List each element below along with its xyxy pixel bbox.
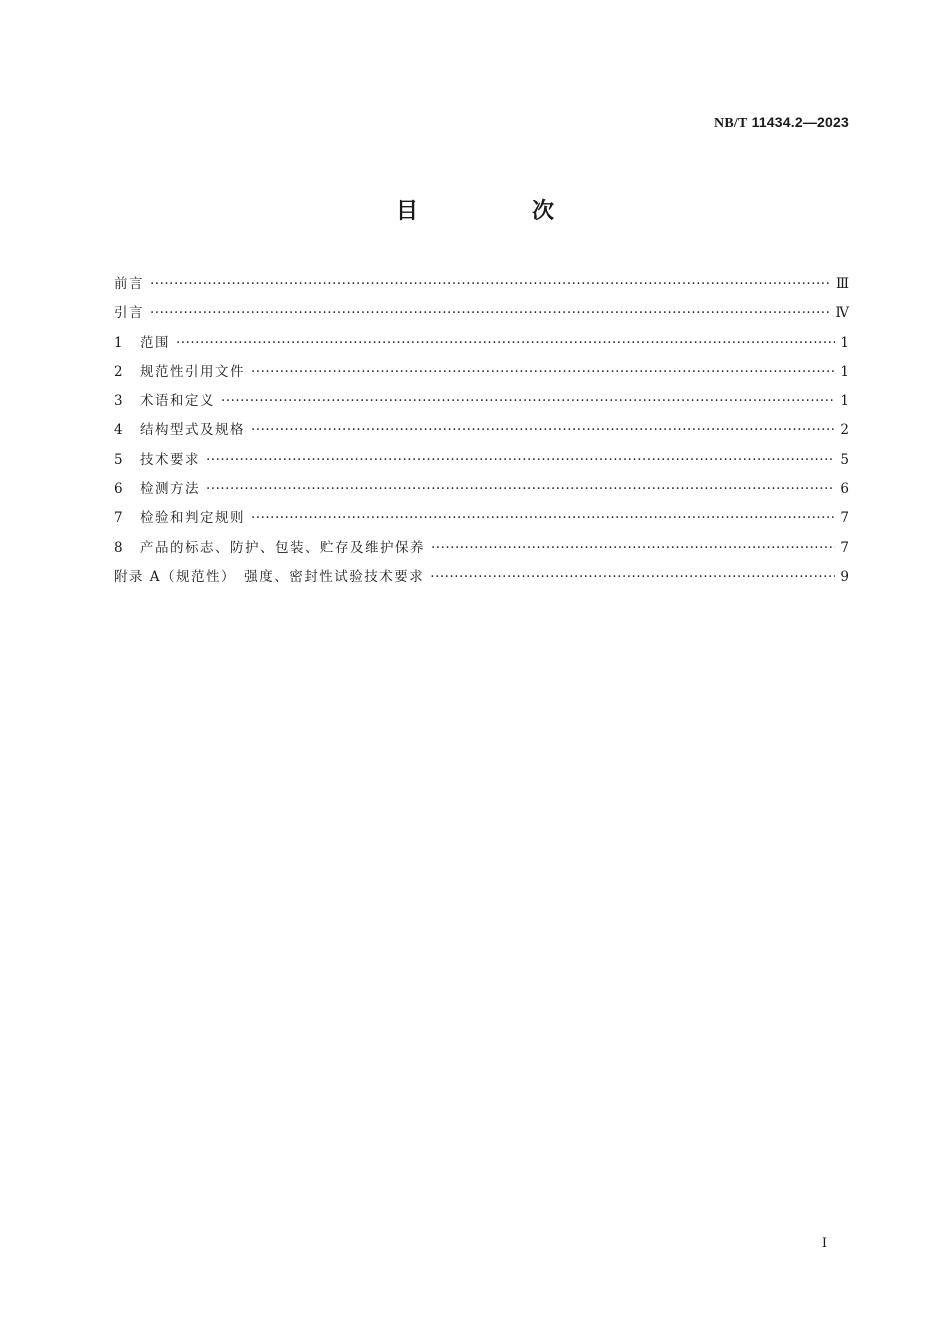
dot-leader	[251, 362, 835, 382]
dot-leader	[206, 450, 835, 470]
toc-entry-foreword[interactable]	[114, 274, 849, 303]
document-code	[714, 114, 849, 132]
toc-entry-page: 6	[840, 481, 849, 498]
toc-entry-test-methods[interactable]	[114, 479, 849, 508]
toc-entry-label: 前言	[114, 276, 144, 292]
toc-entry-annex-a[interactable]	[114, 567, 849, 596]
toc-entry-page: Ⅲ	[835, 276, 849, 292]
document-code-number: 11434.2—2023	[751, 114, 849, 130]
toc-entry-number: 4	[114, 422, 123, 439]
dot-leader	[150, 303, 831, 323]
page-number: Ⅰ	[821, 1236, 827, 1251]
toc-entry-page: 9	[840, 568, 849, 585]
toc-entry-page: 2	[840, 422, 849, 439]
toc-entry-scope[interactable]	[114, 333, 849, 362]
toc-entry-normative-references[interactable]	[114, 362, 849, 391]
dot-leader	[431, 538, 835, 558]
toc-entry-label: 附录 A（规范性） 强度、密封性试验技术要求	[114, 568, 425, 585]
dot-leader	[221, 391, 835, 411]
toc-entry-number: 8	[114, 539, 123, 556]
toc-entry-label: 检测方法	[140, 481, 200, 498]
toc-entry-inspection-rules[interactable]	[114, 508, 849, 537]
toc-entry-terms-definitions[interactable]	[114, 391, 849, 420]
toc-entry-page: 1	[840, 334, 849, 351]
toc-entry-page: Ⅳ	[835, 305, 849, 322]
toc-entry-label: 技术要求	[140, 451, 200, 468]
toc-entry-number: 6	[114, 481, 123, 498]
toc-entry-page: 7	[840, 510, 849, 527]
toc-entry-page: 1	[840, 363, 849, 380]
toc-entry-marking-packaging[interactable]	[114, 538, 849, 567]
dot-leader	[430, 567, 835, 587]
toc-entry-label: 产品的标志、防护、包装、贮存及维护保养	[140, 539, 425, 556]
toc-entry-label: 引言	[114, 305, 144, 322]
toc-entry-number: 1	[114, 334, 123, 351]
toc-entry-page: 5	[840, 451, 849, 468]
toc-entry-number: 2	[114, 363, 123, 380]
toc-entry-label: 范围	[140, 334, 170, 351]
document-code-prefix: NB/T	[714, 116, 748, 131]
toc-entry-label: 检验和判定规则	[140, 510, 245, 527]
toc-entry-page: 7	[840, 539, 849, 556]
toc-entry-introduction[interactable]	[114, 303, 849, 332]
toc-entry-label: 术语和定义	[140, 393, 215, 410]
toc-entry-technical-requirements[interactable]	[114, 450, 849, 479]
toc-entry-number: 5	[114, 451, 123, 468]
toc-entry-number: 3	[114, 393, 123, 410]
toc-entry-page: 1	[840, 393, 849, 410]
toc-entry-number: 7	[114, 510, 123, 527]
toc-entry-structure-specifications[interactable]	[114, 420, 849, 449]
toc-entry-label: 规范性引用文件	[140, 363, 245, 380]
toc-entry-label: 结构型式及规格	[140, 422, 245, 439]
dot-leader	[206, 479, 835, 499]
dot-leader	[251, 420, 835, 440]
dot-leader	[176, 333, 835, 353]
dot-leader	[150, 274, 831, 294]
table-of-contents	[114, 274, 849, 596]
toc-title: 目 次	[395, 199, 600, 224]
dot-leader	[251, 508, 835, 528]
